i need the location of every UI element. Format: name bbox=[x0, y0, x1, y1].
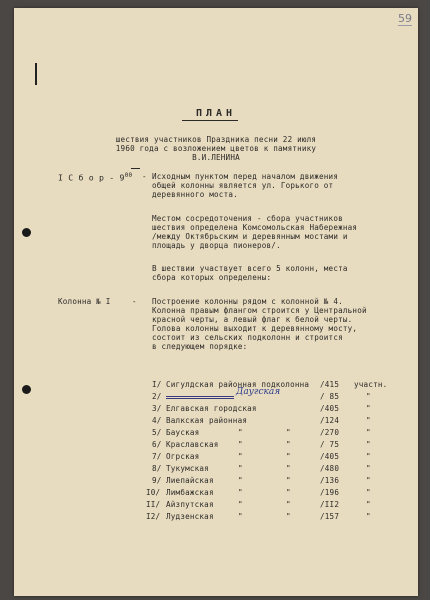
paragraph-2-line-3: /между Октябрьским и деревянным мостами и bbox=[152, 232, 348, 241]
list-count-3: /405 bbox=[320, 404, 340, 413]
list-note-2: " bbox=[366, 392, 371, 401]
list-note-7: " bbox=[366, 452, 371, 461]
column-text-line-5: состоит из сельских подколонн и строится bbox=[152, 333, 343, 342]
list-count-5: /270 bbox=[320, 428, 340, 437]
ditto-10a: " bbox=[238, 488, 243, 497]
list-num-6: 6/ bbox=[152, 440, 162, 449]
list-count-8: /480 bbox=[320, 464, 340, 473]
column-text-line-1: Построение колонны рядом с колонной № 4. bbox=[152, 297, 343, 306]
subtitle-line-2: 1960 года с возложением цветов к памятнику bbox=[115, 144, 317, 153]
list-name-5: Бауская bbox=[166, 428, 200, 437]
list-name-11: Айзпутская bbox=[166, 500, 214, 509]
assembly-dash: - bbox=[142, 172, 147, 181]
list-count-6: / 75 bbox=[320, 440, 340, 449]
list-count-4: /124 bbox=[320, 416, 340, 425]
list-note-3: " bbox=[366, 404, 371, 413]
title-underline bbox=[182, 120, 238, 121]
ditto-12a: " bbox=[238, 512, 243, 521]
list-name-12: Лудзенская bbox=[166, 512, 214, 521]
list-name-6: Краславская bbox=[166, 440, 219, 449]
ditto-6b: " bbox=[286, 440, 291, 449]
list-count-7: /405 bbox=[320, 452, 340, 461]
list-num-10: I0/ bbox=[146, 488, 161, 497]
page-number: 59 bbox=[398, 12, 412, 25]
list-num-7: 7/ bbox=[152, 452, 162, 461]
list-num-12: I2/ bbox=[146, 512, 161, 521]
paragraph-1-line-3: деревянного моста. bbox=[152, 190, 238, 199]
list-name-4: Валкская районная bbox=[166, 416, 248, 425]
list-name-3: Елгавская городская bbox=[166, 404, 257, 413]
list-note-1: участн. bbox=[354, 380, 388, 389]
ditto-10b: " bbox=[286, 488, 291, 497]
list-note-9: " bbox=[366, 476, 371, 485]
document-title: ПЛАН bbox=[195, 108, 237, 119]
list-note-5: " bbox=[366, 428, 371, 437]
ditto-11a: " bbox=[238, 500, 243, 509]
column-dash: - bbox=[132, 297, 137, 306]
list-note-12: " bbox=[366, 512, 371, 521]
ditto-5a: " bbox=[238, 428, 243, 437]
list-name-1: Сигулдская районная подколонна bbox=[166, 380, 310, 389]
ditto-8a: " bbox=[238, 464, 243, 473]
ditto-9b: " bbox=[286, 476, 291, 485]
strikethrough-2b bbox=[166, 398, 234, 399]
ditto-7b: " bbox=[286, 452, 291, 461]
document-page bbox=[14, 8, 418, 596]
list-num-3: 3/ bbox=[152, 404, 162, 413]
list-note-4: " bbox=[366, 416, 371, 425]
list-num-11: II/ bbox=[146, 500, 161, 509]
strikethrough-2 bbox=[166, 396, 234, 397]
paragraph-1-line-1: Исходным пунктом перед началом движения bbox=[152, 172, 339, 181]
assembly-label: I С б о р - $9^{00}$ bbox=[58, 172, 133, 183]
column-text-line-3: красной черты, а левый флаг к белой черты. bbox=[152, 315, 353, 324]
subtitle-line-3: В.И.ЛЕНИНА bbox=[192, 153, 240, 162]
column-text-line-6: в следующем порядке: bbox=[152, 342, 248, 351]
list-num-5: 5/ bbox=[152, 428, 162, 437]
margin-mark bbox=[35, 63, 37, 85]
ditto-6a: " bbox=[238, 440, 243, 449]
paragraph-3-line-2: сбора которых определены: bbox=[152, 273, 272, 282]
paragraph-1-line-2: общей колонны является ул. Горького от bbox=[152, 181, 334, 190]
ditto-7a: " bbox=[238, 452, 243, 461]
list-num-4: 4/ bbox=[152, 416, 162, 425]
paragraph-2-line-2: шествия определена Комсомольская Набережная bbox=[152, 223, 358, 232]
list-name-7: Огрская bbox=[166, 452, 200, 461]
list-note-10: " bbox=[366, 488, 371, 497]
list-note-11: " bbox=[366, 500, 371, 509]
list-note-6: " bbox=[366, 440, 371, 449]
list-count-9: /136 bbox=[320, 476, 340, 485]
list-count-1: /415 bbox=[320, 380, 340, 389]
column-label: Колонна № I bbox=[58, 297, 111, 306]
list-num-9: 9/ bbox=[152, 476, 162, 485]
list-name-8: Тукумская bbox=[166, 464, 209, 473]
list-count-10: /196 bbox=[320, 488, 340, 497]
list-num-1: I/ bbox=[152, 380, 162, 389]
list-note-8: " bbox=[366, 464, 371, 473]
handwritten-correction-2: Даугская bbox=[236, 387, 281, 397]
paragraph-3-line-1: В шествии участвует всего 5 колонн, места bbox=[152, 264, 348, 273]
list-num-2: 2/ bbox=[152, 392, 162, 401]
ditto-11b: " bbox=[286, 500, 291, 509]
paragraph-2-line-4: площадь у дворца пионеров/. bbox=[152, 241, 281, 250]
punch-hole-bottom bbox=[22, 385, 31, 394]
ditto-8b: " bbox=[286, 464, 291, 473]
list-count-12: /157 bbox=[320, 512, 340, 521]
list-name-9: Лиепайская bbox=[166, 476, 214, 485]
list-name-10: Лимбажская bbox=[166, 488, 214, 497]
ditto-12b: " bbox=[286, 512, 291, 521]
ditto-5b: " bbox=[286, 428, 291, 437]
list-count-11: /II2 bbox=[320, 500, 340, 509]
column-text-line-2: Колонна правым флангом строится у Центральной bbox=[152, 306, 367, 315]
punch-hole-top bbox=[22, 228, 31, 237]
ditto-9a: " bbox=[238, 476, 243, 485]
list-count-2: / 85 bbox=[320, 392, 340, 401]
subtitle-line-1: шествия участников Праздника песни 22 июля bbox=[115, 135, 317, 144]
time-underline bbox=[131, 168, 140, 169]
paragraph-2-line-1: Местом сосредоточения - сбора участников bbox=[152, 214, 343, 223]
list-num-8: 8/ bbox=[152, 464, 162, 473]
column-text-line-4: Голова колонны выходит к деревянному мосту, bbox=[152, 324, 358, 333]
